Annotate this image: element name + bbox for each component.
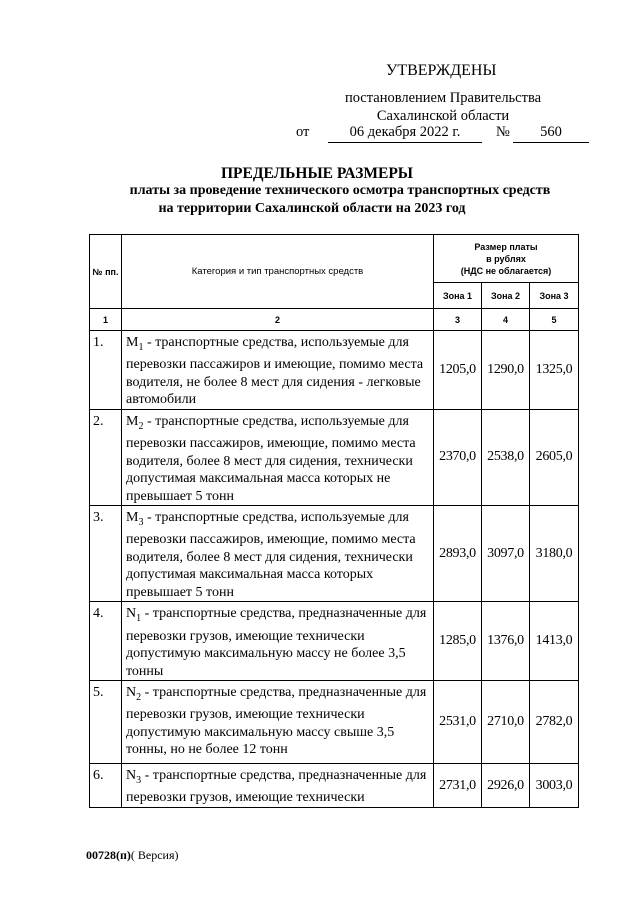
document-subtitle-1: платы за проведение технического осмотра транспортных средств [129, 183, 551, 198]
approved-heading: УТВЕРЖДЕНЫ [386, 62, 497, 79]
col-number-3: 3 [434, 309, 482, 331]
price-zone-2: 2710,0 [482, 681, 530, 764]
fees-table [89, 234, 579, 808]
row-number: 6. [90, 764, 122, 808]
header-price-line-3: (НДС не облагается) [460, 265, 552, 276]
category-subscript: 2 [138, 420, 144, 432]
price-zone-3: 2605,0 [530, 409, 579, 505]
price-zone-2: 1290,0 [482, 331, 530, 410]
price-zone-1: 1205,0 [434, 331, 482, 410]
row-description [122, 764, 434, 808]
from-label: от [296, 124, 310, 140]
category-subscript: 3 [136, 774, 142, 786]
category-code: M [126, 335, 139, 350]
header-price-line-1: Размер платы [474, 241, 538, 252]
header-price-line-2: в рублях [486, 253, 526, 264]
col-number-5: 5 [530, 309, 579, 331]
category-code: M [126, 413, 139, 429]
price-zone-3: 1325,0 [530, 331, 579, 410]
price-zone-1: 2731,0 [434, 764, 482, 808]
table-row [90, 681, 579, 764]
header-zone-2: Зона 2 [482, 283, 530, 309]
row-number: 2. [90, 409, 122, 505]
document-title: ПРЕДЕЛЬНЫЕ РАЗМЕРЫ [220, 165, 414, 182]
col-number-1: 1 [90, 309, 122, 331]
document-code: 00728(п) [86, 848, 131, 862]
price-zone-3: 3180,0 [530, 506, 579, 602]
decree-line-2: Сахалинской области [376, 108, 510, 124]
price-zone-3: 1413,0 [530, 602, 579, 681]
price-zone-3: 2782,0 [530, 681, 579, 764]
category-subscript: 1 [136, 613, 142, 625]
price-zone-2: 1376,0 [482, 602, 530, 681]
price-zone-2: 3097,0 [482, 506, 530, 602]
document-footer [86, 848, 179, 863]
price-zone-3: 3003,0 [530, 764, 579, 808]
price-zone-1: 2531,0 [434, 681, 482, 764]
table-row [90, 764, 579, 808]
decree-line-1: постановлением Правительства [344, 90, 542, 106]
table-row [90, 602, 579, 681]
row-description [122, 409, 434, 505]
price-zone-1: 1285,0 [434, 602, 482, 681]
row-number: 4. [90, 602, 122, 681]
category-text: - транспортные средства, предназначенные для перевозки грузов, имеющие технически допустимую максимальную массу свыше 3,5 тонны, но не более 12 тонн [126, 685, 427, 758]
category-code: M [126, 510, 139, 526]
category-text: - транспортные средства, используемые для перевозки пассажиров, имеющие, помимо места водителя, более 8 мест для сидения, технически допустимая максимальная масса которых не превышает 5 тонн [126, 413, 416, 504]
table-row [90, 331, 579, 410]
price-zone-1: 2893,0 [434, 506, 482, 602]
row-description [122, 331, 434, 410]
row-description [122, 602, 434, 681]
document-version: ( Версия) [130, 848, 179, 862]
header-num: № пп. [90, 235, 122, 309]
header-price [434, 235, 579, 283]
number-label: № [496, 124, 510, 140]
category-code: N [126, 606, 137, 622]
price-zone-2: 2926,0 [482, 764, 530, 808]
category-text: - транспортные средства, используемые для перевозки пассажиров и имеющие, помимо места водителя, не более 8 мест для сидения - легковые автомобили [126, 335, 424, 408]
row-description [122, 506, 434, 602]
price-zone-1: 2370,0 [434, 409, 482, 505]
row-description [122, 681, 434, 764]
price-zone-2: 2538,0 [482, 409, 530, 505]
category-subscript: 3 [138, 516, 144, 528]
category-code: N [126, 768, 137, 784]
category-subscript: 2 [136, 691, 142, 703]
header-zone-3: Зона 3 [530, 283, 579, 309]
header-zone-1: Зона 1 [434, 283, 482, 309]
category-subscript: 1 [138, 341, 144, 353]
decree-date: 06 декабря 2022 г. [328, 124, 482, 143]
table-row [90, 506, 579, 602]
row-number: 1. [90, 331, 122, 410]
header-category: Категория и тип транспортных средств [122, 235, 434, 309]
category-text: - транспортные средства, предназначенные для перевозки грузов, имеющие технически допустимую максимальную массу не более 3,5 тонны [126, 606, 427, 679]
category-text: - транспортные средства, предназначенные для перевозки грузов, имеющие технически [126, 768, 427, 806]
row-number: 3. [90, 506, 122, 602]
document-subtitle-2: на территории Сахалинской области на 2023 год [158, 201, 466, 216]
row-number: 5. [90, 681, 122, 764]
category-code: N [126, 685, 137, 701]
category-text: - транспортные средства, используемые для перевозки пассажиров, имеющие, помимо места водителя, более 8 мест для сидения, технически допустимая максимальная масса которых превышает 5 тонн [126, 510, 416, 600]
col-number-2: 2 [122, 309, 434, 331]
table-row [90, 409, 579, 505]
decree-number: 560 [513, 124, 589, 143]
col-number-4: 4 [482, 309, 530, 331]
